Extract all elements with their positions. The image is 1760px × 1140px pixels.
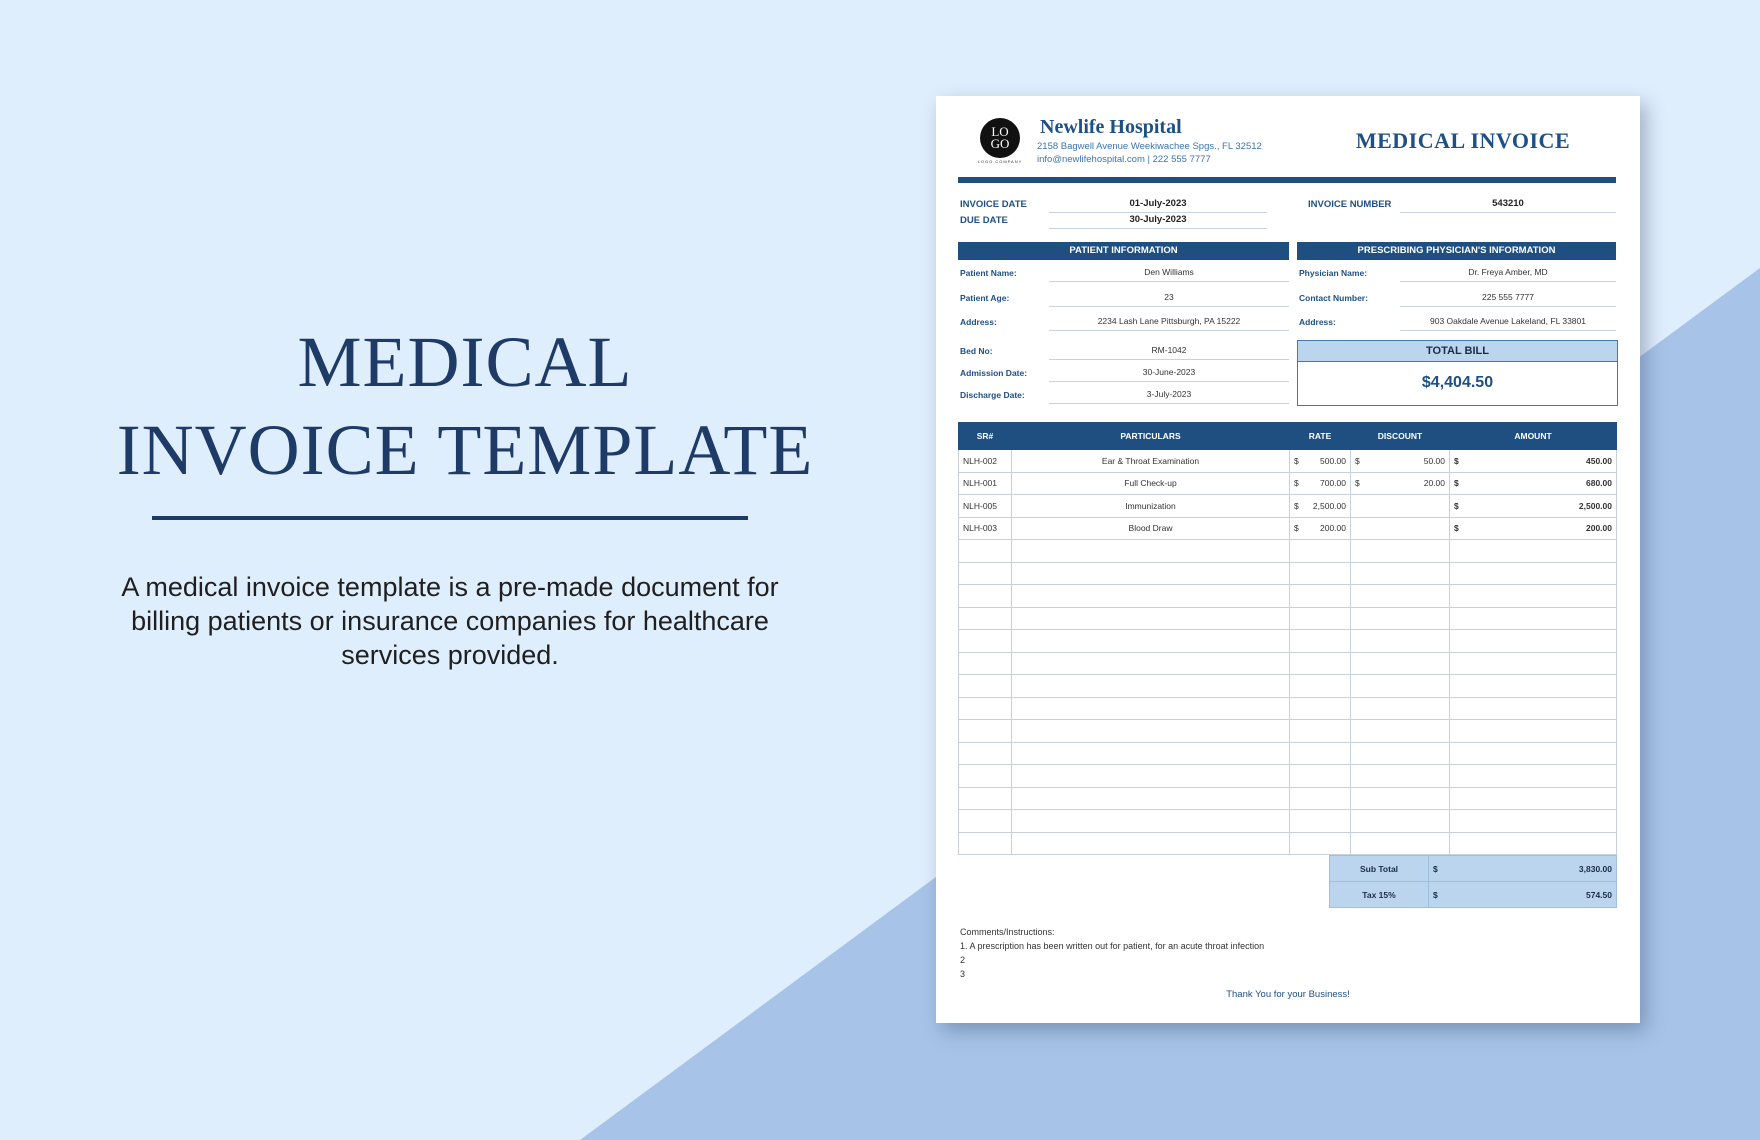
empty-row	[959, 787, 1617, 810]
empty-row	[959, 540, 1617, 563]
sr-cell	[959, 540, 1012, 563]
subtotal-label: Sub Total	[1330, 856, 1429, 882]
particular-cell	[1012, 697, 1290, 720]
amount-value: 680.00	[1586, 478, 1612, 489]
discount-value: 50.00	[1423, 455, 1445, 466]
tax-cell	[1429, 882, 1617, 908]
patient-address-value: 2234 Lash Lane Pittsburgh, PA 15222	[1049, 316, 1289, 331]
amount-cell	[1450, 540, 1617, 563]
discharge-date-label: Discharge Date:	[960, 390, 1025, 400]
sr-cell	[959, 562, 1012, 585]
particular-cell: Immunization	[1012, 495, 1290, 518]
discharge-date-value: 3-July-2023	[1049, 389, 1289, 404]
empty-row	[959, 765, 1617, 788]
sr-cell	[959, 675, 1012, 698]
amount-cell	[1450, 495, 1617, 518]
rate-cell	[1290, 562, 1351, 585]
invoice-number-label: INVOICE NUMBER	[1308, 199, 1392, 210]
currency-symbol: $	[1454, 523, 1459, 534]
table-row	[959, 495, 1617, 518]
sr-cell: NLH-003	[959, 517, 1012, 540]
invoice-number-value: 543210	[1400, 198, 1616, 213]
particular-cell	[1012, 630, 1290, 653]
sr-cell: NLH-005	[959, 495, 1012, 518]
empty-row	[959, 742, 1617, 765]
admission-date-label: Admission Date:	[960, 368, 1028, 378]
comment-line: 1. A prescription has been written out for patient, for an acute throat infection	[960, 941, 1265, 951]
tax-row	[1330, 882, 1617, 908]
sr-cell	[959, 765, 1012, 788]
hero-title	[80, 318, 850, 494]
discount-cell	[1351, 832, 1450, 855]
column-header: SR#	[959, 423, 1012, 450]
empty-row	[959, 832, 1617, 855]
currency-symbol: $	[1454, 455, 1459, 466]
hero-title-line1: MEDICAL	[297, 322, 633, 402]
amount-cell	[1450, 697, 1617, 720]
amount-cell	[1450, 742, 1617, 765]
sr-cell	[959, 652, 1012, 675]
particular-cell	[1012, 832, 1290, 855]
tax-label: Tax 15%	[1330, 882, 1429, 908]
physician-contact-value: 225 555 7777	[1400, 292, 1616, 307]
rate-cell	[1290, 832, 1351, 855]
table-row	[959, 472, 1617, 495]
items-table	[958, 422, 1617, 855]
total-bill-value: $4,404.50	[1421, 374, 1494, 391]
header-bar	[958, 177, 1616, 183]
rate-cell	[1290, 742, 1351, 765]
hospital-contact: info@newlifehospital.com | 222 555 7777	[1037, 154, 1211, 165]
patient-age-label: Patient Age:	[960, 293, 1010, 303]
currency-symbol: $	[1294, 478, 1299, 489]
summary-table	[1329, 855, 1617, 908]
physician-address-value: 903 Oakdale Avenue Lakeland, FL 33801	[1400, 316, 1616, 331]
invoice-title: MEDICAL INVOICE	[1355, 128, 1571, 153]
particular-cell	[1012, 652, 1290, 675]
column-header: PARTICULARS	[1012, 423, 1290, 450]
currency-symbol: $	[1454, 478, 1459, 489]
subtotal-row	[1330, 856, 1617, 882]
amount-cell	[1450, 607, 1617, 630]
logo	[980, 118, 1020, 158]
amount-cell	[1450, 675, 1617, 698]
rate-cell	[1290, 675, 1351, 698]
logo-text: LOGO	[990, 124, 1010, 151]
rate-cell	[1290, 517, 1351, 540]
physician-name-label: Physician Name:	[1299, 268, 1368, 278]
amount-cell	[1450, 810, 1617, 833]
rate-cell	[1290, 697, 1351, 720]
sr-cell	[959, 630, 1012, 653]
amount-cell	[1450, 630, 1617, 653]
amount-cell	[1450, 720, 1617, 743]
invoice-sheet	[936, 96, 1640, 1023]
discount-cell	[1351, 630, 1450, 653]
empty-row	[959, 720, 1617, 743]
amount-value: 200.00	[1586, 523, 1612, 534]
particular-cell: Blood Draw	[1012, 517, 1290, 540]
column-header: DISCOUNT	[1351, 423, 1450, 450]
particular-cell	[1012, 562, 1290, 585]
due-date-value: 30-July-2023	[1049, 214, 1267, 229]
amount-cell	[1450, 585, 1617, 608]
discount-cell	[1351, 787, 1450, 810]
particular-cell	[1012, 720, 1290, 743]
patient-name-value: Den Williams	[1049, 267, 1289, 282]
physician-contact-label: Contact Number:	[1299, 293, 1368, 303]
discount-cell	[1351, 697, 1450, 720]
currency-symbol: $	[1433, 863, 1438, 874]
comments	[960, 925, 1264, 981]
comment-line: 2	[960, 955, 966, 965]
rate-cell	[1290, 787, 1351, 810]
physician-address-label: Address:	[1299, 317, 1336, 327]
rate-cell	[1290, 495, 1351, 518]
bed-no-value: RM-1042	[1049, 345, 1289, 360]
amount-cell	[1450, 472, 1617, 495]
hero-description: A medical invoice template is a pre-made document for billing patients or insurance companies for healthcare services provided.	[121, 572, 779, 670]
hospital-name: Newlife Hospital	[1040, 116, 1182, 138]
due-date-label: DUE DATE	[960, 215, 1008, 226]
column-header: RATE	[1290, 423, 1351, 450]
admission-date-value: 30-June-2023	[1049, 367, 1289, 382]
rate-value: 2,500.00	[1312, 500, 1346, 511]
sr-cell	[959, 832, 1012, 855]
sr-cell	[959, 720, 1012, 743]
discount-value: 20.00	[1423, 478, 1445, 489]
table-row	[959, 450, 1617, 473]
thank-you-note: Thank You for your Business!	[1226, 989, 1350, 1000]
patient-info-header: PATIENT INFORMATION	[958, 242, 1289, 260]
table-row	[959, 517, 1617, 540]
currency-symbol: $	[1454, 500, 1459, 511]
discount-cell	[1351, 720, 1450, 743]
particular-cell: Full Check-up	[1012, 472, 1290, 495]
total-bill-label: TOTAL BILL	[1298, 341, 1617, 362]
currency-symbol: $	[1355, 455, 1360, 466]
discount-cell	[1351, 450, 1450, 473]
column-header: AMOUNT	[1450, 423, 1617, 450]
sr-cell	[959, 585, 1012, 608]
subtotal-cell	[1429, 856, 1617, 882]
sr-cell: NLH-001	[959, 472, 1012, 495]
discount-cell	[1351, 742, 1450, 765]
particular-cell	[1012, 810, 1290, 833]
comment-line: 3	[960, 969, 966, 979]
discount-cell	[1351, 517, 1450, 540]
patient-name-label: Patient Name:	[960, 268, 1017, 278]
particular-cell	[1012, 585, 1290, 608]
amount-cell	[1450, 450, 1617, 473]
particular-cell	[1012, 675, 1290, 698]
empty-row	[959, 585, 1617, 608]
discount-cell	[1351, 585, 1450, 608]
rate-value: 700.00	[1320, 478, 1346, 489]
rate-cell	[1290, 810, 1351, 833]
currency-symbol: $	[1355, 478, 1360, 489]
currency-symbol: $	[1294, 455, 1299, 466]
amount-cell	[1450, 787, 1617, 810]
empty-row	[959, 562, 1617, 585]
sr-cell	[959, 697, 1012, 720]
rate-cell	[1290, 630, 1351, 653]
amount-cell	[1450, 517, 1617, 540]
sr-cell: NLH-002	[959, 450, 1012, 473]
empty-row	[959, 697, 1617, 720]
empty-row	[959, 652, 1617, 675]
discount-cell	[1351, 472, 1450, 495]
empty-row	[959, 810, 1617, 833]
discount-cell	[1351, 607, 1450, 630]
rate-cell	[1290, 720, 1351, 743]
bed-no-label: Bed No:	[960, 346, 993, 356]
amount-cell	[1450, 832, 1617, 855]
physician-name-value: Dr. Freya Amber, MD	[1400, 267, 1616, 282]
currency-symbol: $	[1433, 889, 1438, 900]
hospital-address: 2158 Bagwell Avenue Weekiwachee Spgs., FL 32512	[1037, 141, 1262, 152]
particular-cell: Ear & Throat Examination	[1012, 450, 1290, 473]
discount-cell	[1351, 765, 1450, 788]
amount-value: 2,500.00	[1578, 500, 1612, 511]
discount-cell	[1351, 540, 1450, 563]
total-bill-box	[1297, 340, 1618, 406]
amount-cell	[1450, 562, 1617, 585]
rate-cell	[1290, 765, 1351, 788]
currency-symbol: $	[1294, 500, 1299, 511]
patient-age-value: 23	[1049, 292, 1289, 307]
rate-cell	[1290, 607, 1351, 630]
subtotal-value: 3,830.00	[1578, 863, 1612, 874]
particular-cell	[1012, 540, 1290, 563]
discount-cell	[1351, 675, 1450, 698]
rate-cell	[1290, 450, 1351, 473]
rate-value: 500.00	[1320, 455, 1346, 466]
physician-info-header: PRESCRIBING PHYSICIAN'S INFORMATION	[1297, 242, 1616, 260]
amount-cell	[1450, 765, 1617, 788]
tax-value: 574.50	[1586, 889, 1612, 900]
rate-cell	[1290, 652, 1351, 675]
rate-value: 200.00	[1320, 523, 1346, 534]
discount-cell	[1351, 562, 1450, 585]
amount-cell	[1450, 652, 1617, 675]
particular-cell	[1012, 765, 1290, 788]
sr-cell	[959, 810, 1012, 833]
logo-subtext: LOGO COMPANY	[977, 159, 1023, 164]
particular-cell	[1012, 607, 1290, 630]
empty-row	[959, 607, 1617, 630]
sr-cell	[959, 742, 1012, 765]
hero-divider	[152, 516, 748, 520]
empty-row	[959, 675, 1617, 698]
particular-cell	[1012, 787, 1290, 810]
hero-title-line2: INVOICE TEMPLATE	[116, 410, 814, 490]
items-header-row	[959, 423, 1617, 450]
rate-cell	[1290, 540, 1351, 563]
currency-symbol: $	[1294, 523, 1299, 534]
rate-cell	[1290, 585, 1351, 608]
empty-row	[959, 630, 1617, 653]
amount-value: 450.00	[1586, 455, 1612, 466]
invoice-date-value: 01-July-2023	[1049, 198, 1267, 213]
patient-address-label: Address:	[960, 317, 997, 327]
comments-label: Comments/Instructions:	[960, 927, 1055, 937]
discount-cell	[1351, 495, 1450, 518]
discount-cell	[1351, 810, 1450, 833]
rate-cell	[1290, 472, 1351, 495]
particular-cell	[1012, 742, 1290, 765]
sr-cell	[959, 607, 1012, 630]
discount-cell	[1351, 652, 1450, 675]
invoice-date-label: INVOICE DATE	[960, 199, 1027, 210]
sr-cell	[959, 787, 1012, 810]
